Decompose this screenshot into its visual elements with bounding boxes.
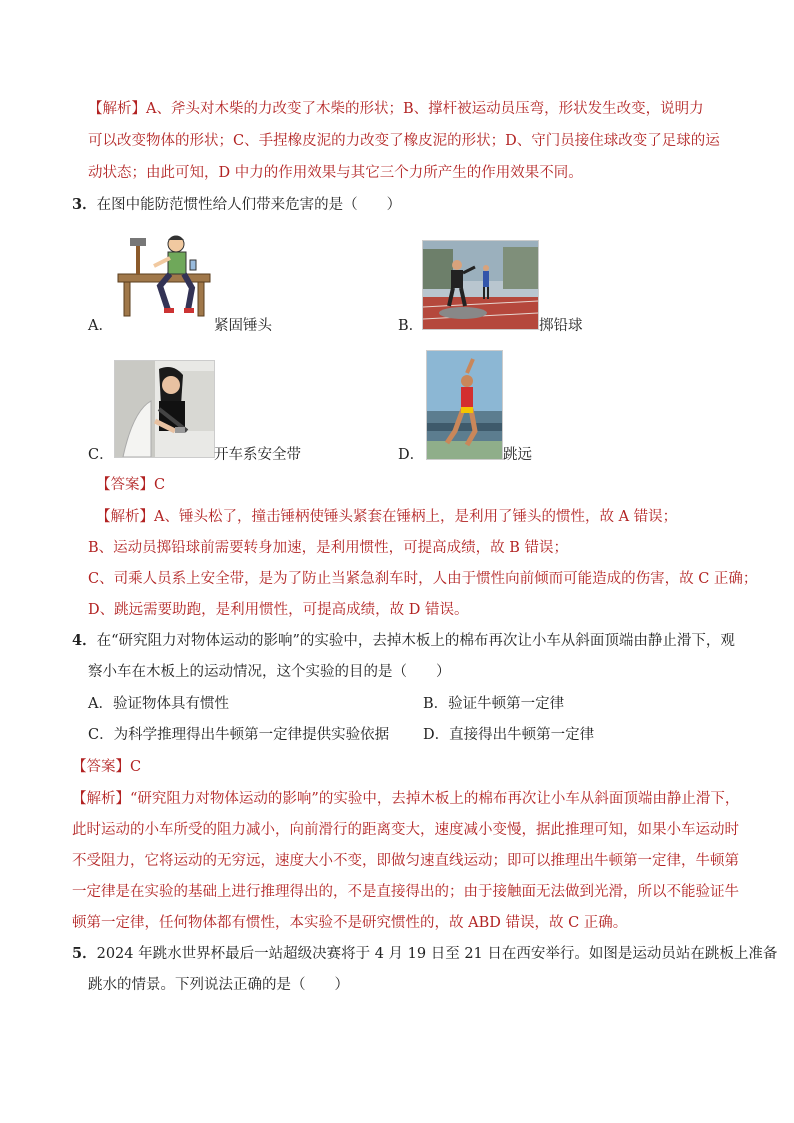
hammer-bench-image [114, 230, 214, 322]
analysis-2-line1: 【解析】A、斧头对木柴的力改变了木柴的形状；B、撑杆被运动员压弯，形状发生改变，说明力 [88, 101, 704, 117]
option-d-letter: D． [398, 447, 425, 463]
analysis-4-line2: 此时运动的小车所受的阻力减小，向前滑行的距离变大，速度减小变慢，据此推理可知，如果小车运动时 [72, 822, 739, 838]
q4-option-c: C．为科学推理得出牛顿第一定律提供实验依据 [88, 727, 390, 743]
analysis-3-line1: 【解析】A、锤头松了，撞击锤柄使锤头紧套在锤柄上，是利用了锤头的惯性，故 A 错误； [96, 509, 678, 525]
analysis-3-line4: D、跳远需要助跑，是利用惯性，可提高成绩，故 D 错误。 [88, 602, 469, 618]
analysis-2-line2: 可以改变物体的形状；C、手捏橡皮泥的力改变了橡皮泥的形状；D、守门员接住球改变了足球的运 [88, 133, 720, 149]
analysis-2-line3: 动状态；由此可知，D 中力的作用效果与其它三个力所产生的作用效果不同。 [88, 165, 583, 181]
q4-option-d: D．直接得出牛顿第一定律 [423, 727, 595, 743]
question-5-line1: 5．2024 年跳水世界杯最后一站超级决赛将于 4 月 19 日至 21 日在西安举行。如图是运动员站在跳板上准备 [72, 945, 778, 962]
q4-option-b: B．验证牛顿第一定律 [423, 696, 565, 712]
option-c-letter: C． [88, 447, 114, 463]
question-number: 4． [72, 632, 97, 649]
analysis-tag: 【解析】 [96, 509, 154, 525]
question-number: 5． [72, 945, 97, 962]
answer-value: C [154, 477, 166, 493]
option-b-letter: B． [398, 318, 424, 334]
option-d-caption: 跳远 [503, 447, 532, 463]
option-c-caption: 开车系安全带 [214, 447, 301, 463]
answer-3 [96, 475, 165, 495]
answer-value: C [130, 759, 142, 775]
analysis-4-line4: 一定律是在实验的基础上进行推理得出的，不是直接得出的；由于接触面无法做到光滑，所以不能验证牛 [72, 884, 739, 900]
answer-4 [72, 757, 141, 777]
question-3: 3．在图中能防范惯性给人们带来危害的是（ ） [72, 196, 402, 213]
long-jump-image [426, 350, 503, 460]
answer-tag: 【答案】 [72, 759, 130, 775]
question-4-line2: 察小车在木板上的运动情况，这个实验的目的是（ ） [88, 664, 451, 680]
option-a-caption: 紧固锤头 [214, 318, 272, 334]
analysis-tag: 【解析】 [88, 101, 146, 117]
analysis-4-line1: 【解析】“研究阻力对物体运动的影响”的实验中，去掉木板上的棉布再次让小车从斜面顶端由静止滑下， [72, 791, 740, 807]
seatbelt-image [114, 360, 215, 458]
analysis-3-line3: C、司乘人员系上安全带，是为了防止当紧急刹车时，人由于惯性向前倾而可能造成的伤害，故 C 正确； [88, 571, 758, 587]
question-number: 3． [72, 196, 97, 213]
option-a-letter: A． [88, 318, 113, 334]
analysis-4-line3: 不受阻力，它将运动的无穷远，速度大小不变，即做匀速直线运动；即可以推理出牛顿第一定律，牛顿第 [72, 853, 739, 869]
analysis-4-line5: 顿第一定律，任何物体都有惯性，本实验不是研究惯性的，故 ABD 错误，故 C 正确。 [72, 915, 628, 931]
answer-tag: 【答案】 [96, 477, 154, 493]
analysis-tag: 【解析】 [72, 791, 130, 807]
option-b-caption: 掷铅球 [539, 318, 583, 334]
question-4-line1: 4．在“研究阻力对物体运动的影响”的实验中，去掉木板上的棉布再次让小车从斜面顶端由静止滑下，观 [72, 632, 735, 649]
shot-put-image [422, 240, 539, 330]
q4-option-a: A．验证物体具有惯性 [88, 696, 229, 712]
analysis-3-line2: B、运动员掷铅球前需要转身加速，是利用惯性，可提高成绩，故 B 错误； [88, 540, 569, 556]
question-5-line2: 跳水的情景。下列说法正确的是（ ） [88, 977, 349, 993]
